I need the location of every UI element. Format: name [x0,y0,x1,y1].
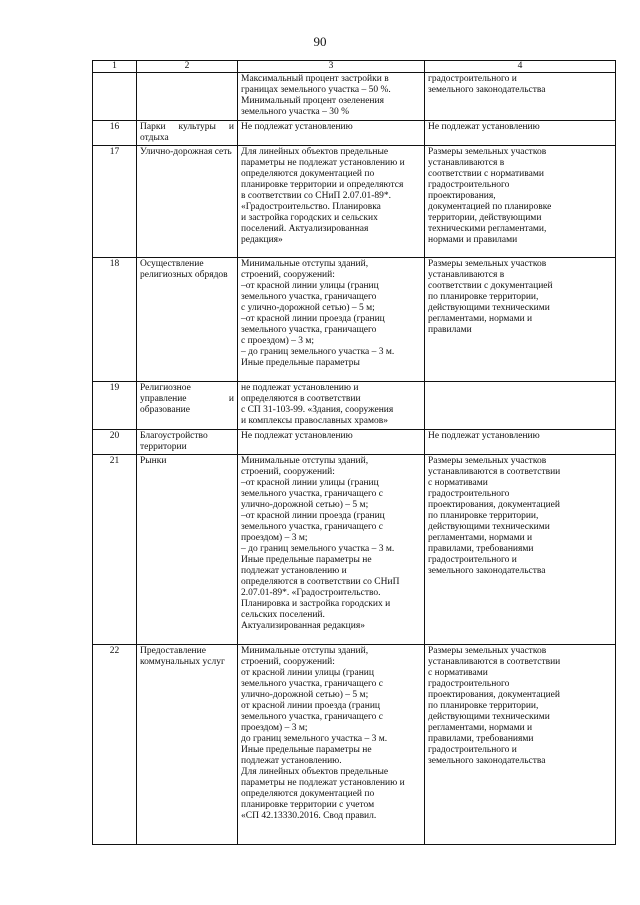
text-line: правилами, требованиями [428,734,534,744]
text-line: параметры не подлежат установлению и [241,158,405,168]
row-number: 22 [93,645,137,845]
text-line: Минимальный процент озеленения [241,96,384,106]
use-type-name: Осуществление религиозных обрядов [137,258,238,382]
text-line: земельного участка, граничащего с [241,522,383,532]
text-line: Минимальные отступы зданий, [241,259,369,269]
text-line: «СП 42.13330.2016. Свод правил. [241,811,377,821]
text-line: от красной линии улицы (границ [241,668,374,678]
row-number: 21 [93,455,137,645]
text-line: и комплексы православных храмов» [241,416,388,426]
plot-size-cell [425,258,616,382]
text-line: определяются в соответствии [241,394,361,404]
text-line: градостроительного и [428,74,517,84]
text-line: Для линейных объектов предельные [241,767,389,777]
text-line: –от красной линии улицы (границ [241,281,379,291]
table-row [93,73,616,121]
text-line: «Градостроительство. Планировка [241,202,381,212]
text-line: с нормативами [428,668,488,678]
text-line: строений, сооружений: [241,657,335,667]
text-line: Для линейных объектов предельные [241,147,389,157]
text-line: Размеры земельных участков [428,646,547,656]
text-line: параметры не подлежат установлению и [241,778,405,788]
text-line: устанавливаются в соответствии [428,657,561,667]
text-line: регламентами, нормами и [428,723,533,733]
text-line: правилами [428,325,472,335]
plot-size-cell [425,73,616,121]
text-line: с улично-дорожной сетью) – 5 м; [241,303,375,313]
use-type-name: Предоставление коммунальных услуг [137,645,238,845]
text-line: поселений. Актуализированная [241,224,369,234]
text-line: устанавливаются в [428,158,505,168]
parameters-cell [238,382,425,430]
text-line: действующими техническими [428,522,550,532]
text-line: градостроительного [428,180,510,190]
parameters-cell [238,645,425,845]
text-line: Иные предельные параметры не [241,555,372,565]
row-number [93,73,137,121]
use-type-name: Благоустройство территории [137,430,238,455]
text-line: проектирования, документацией [428,500,560,510]
table-row [93,645,616,845]
text-line: земельного участка, граничащего с [241,489,383,499]
text-line: проездом) – 3 м; [241,723,308,733]
text-line: в соответствии со СНиП 2.07.01-89*. [241,191,392,201]
column-header: 2 [137,61,238,73]
plot-size-cell [425,455,616,645]
text-line: с нормативами [428,478,488,488]
text-line: техническими регламентами, [428,224,547,234]
text-line: соответствии с документацией [428,281,553,291]
use-type-name: Улично-дорожная сеть [137,146,238,258]
text-line: с проездом) – 3 м; [241,336,315,346]
table-row [93,455,616,645]
text-line: и застройка городских и сельских [241,213,378,223]
text-line: земельного участка, граничащего [241,325,377,335]
table-row [93,258,616,382]
table-row [93,146,616,258]
text-line: регламентами, нормами и [428,314,533,324]
text-line: градостроительного [428,489,510,499]
parameters-cell [238,121,425,146]
plot-size-cell [425,645,616,845]
plot-size-cell [425,430,616,455]
text-line: –от красной линии проезда (границ [241,314,385,324]
text-line: Иные предельные параметры не [241,745,372,755]
text-line: строений, сооружений: [241,270,335,280]
text-line: градостроительного и [428,555,517,565]
text-line: определяются документацией по [241,169,375,179]
text-line: земельного участка, граничащего с [241,712,383,722]
text-line: Не подлежат установлению [241,431,353,441]
row-number: 20 [93,430,137,455]
text-line: Размеры земельных участков [428,147,547,157]
text-line: определяются документацией по [241,789,375,799]
text-line: правилами, требованиями [428,544,534,554]
page-number: 90 [313,34,327,49]
text-line: Минимальные отступы зданий, [241,646,369,656]
text-line: нормами и правилами [428,235,518,245]
text-line: улично-дорожной сетью) – 5 м; [241,690,369,700]
text-line: Минимальные отступы зданий, [241,456,369,466]
text-line: не подлежат установлению и [241,383,359,393]
text-line: подлежат установлению и [241,566,347,576]
text-line: строений, сооружений: [241,467,335,477]
text-line: устанавливаются в [428,270,505,280]
table-row [93,430,616,455]
text-line: по планировке территории, [428,511,539,521]
text-line: подлежат установлению. [241,756,342,766]
row-number: 17 [93,146,137,258]
text-line: до границ земельного участка – 3 м. [241,734,388,744]
use-type-name: Парки культуры и отдыха [137,121,238,146]
text-line: планировке территории и определяются [241,180,404,190]
column-header: 1 [93,61,137,73]
row-number: 19 [93,382,137,430]
text-line: земельного законодательства [428,756,546,766]
text-line: – до границ земельного участка – 3 м. [241,544,395,554]
text-line: проектирования, документацией [428,690,560,700]
table-header-row [93,61,616,73]
regulation-table [92,60,616,845]
parameters-cell [238,258,425,382]
text-line: редакция» [241,235,283,245]
column-header: 4 [425,61,616,73]
text-line: –от красной линии улицы (границ [241,478,379,488]
parameters-cell [238,430,425,455]
text-line: Размеры земельных участков [428,456,547,466]
text-line: от красной линии проезда (границ [241,701,381,711]
text-line: действующими техническими [428,712,550,722]
text-line: соответствии с нормативами [428,169,544,179]
text-line: земельного участка, граничащего с [241,679,383,689]
text-line: Не подлежат установлению [241,122,353,132]
text-line: 2.07.01-89*. «Градостроительство. [241,588,381,598]
text-line: действующими техническими [428,303,550,313]
text-line: Размеры земельных участков [428,259,547,269]
parameters-cell [238,73,425,121]
row-number: 16 [93,121,137,146]
use-type-name [137,73,238,121]
text-line: с СП 31-103-99. «Здания, сооружения [241,405,394,415]
plot-size-cell [425,382,616,430]
text-line: улично-дорожной сетью) – 5 м; [241,500,369,510]
text-line: градостроительного и [428,745,517,755]
text-line: по планировке территории, [428,292,539,302]
parameters-cell [238,455,425,645]
text-line: Иные предельные параметры [241,358,360,368]
text-line: земельного законодательства [428,566,546,576]
text-line: – до границ земельного участка – 3 м. [241,347,395,357]
plot-size-cell [425,121,616,146]
text-line: определяются в соответствии со СНиП [241,577,400,587]
text-line: планировке территории с учетом [241,800,375,810]
text-line: земельного участка, граничащего [241,292,377,302]
text-line: границах земельного участка – 50 %. [241,85,391,95]
text-line: регламентами, нормами и [428,533,533,543]
text-line: Актуализированная редакция» [241,621,365,631]
text-line: проездом) – 3 м; [241,533,308,543]
text-line: территории, действующими [428,213,542,223]
table-row [93,382,616,430]
use-type-name: Религиозное управление и образование [137,382,238,430]
parameters-cell [238,146,425,258]
text-line: градостроительного [428,679,510,689]
text-line: –от красной линии проезда (границ [241,511,385,521]
text-line: земельного законодательства [428,85,546,95]
use-type-name: Рынки [137,455,238,645]
text-line: по планировке территории, [428,701,539,711]
column-header: 3 [238,61,425,73]
text-line: документацией по планировке [428,202,552,212]
text-line: сельских поселений. [241,610,325,620]
text-line: Максимальный процент застройки в [241,74,389,84]
text-line: Не подлежат установлению [428,122,540,132]
text-line: проектирования, [428,191,496,201]
plot-size-cell [425,146,616,258]
table-row [93,121,616,146]
text-line: Не подлежат установлению [428,431,540,441]
text-line: устанавливаются в соответствии [428,467,561,477]
text-line: земельного участка – 30 % [241,107,349,117]
text-line: Планировка и застройка городских и [241,599,391,609]
row-number: 18 [93,258,137,382]
